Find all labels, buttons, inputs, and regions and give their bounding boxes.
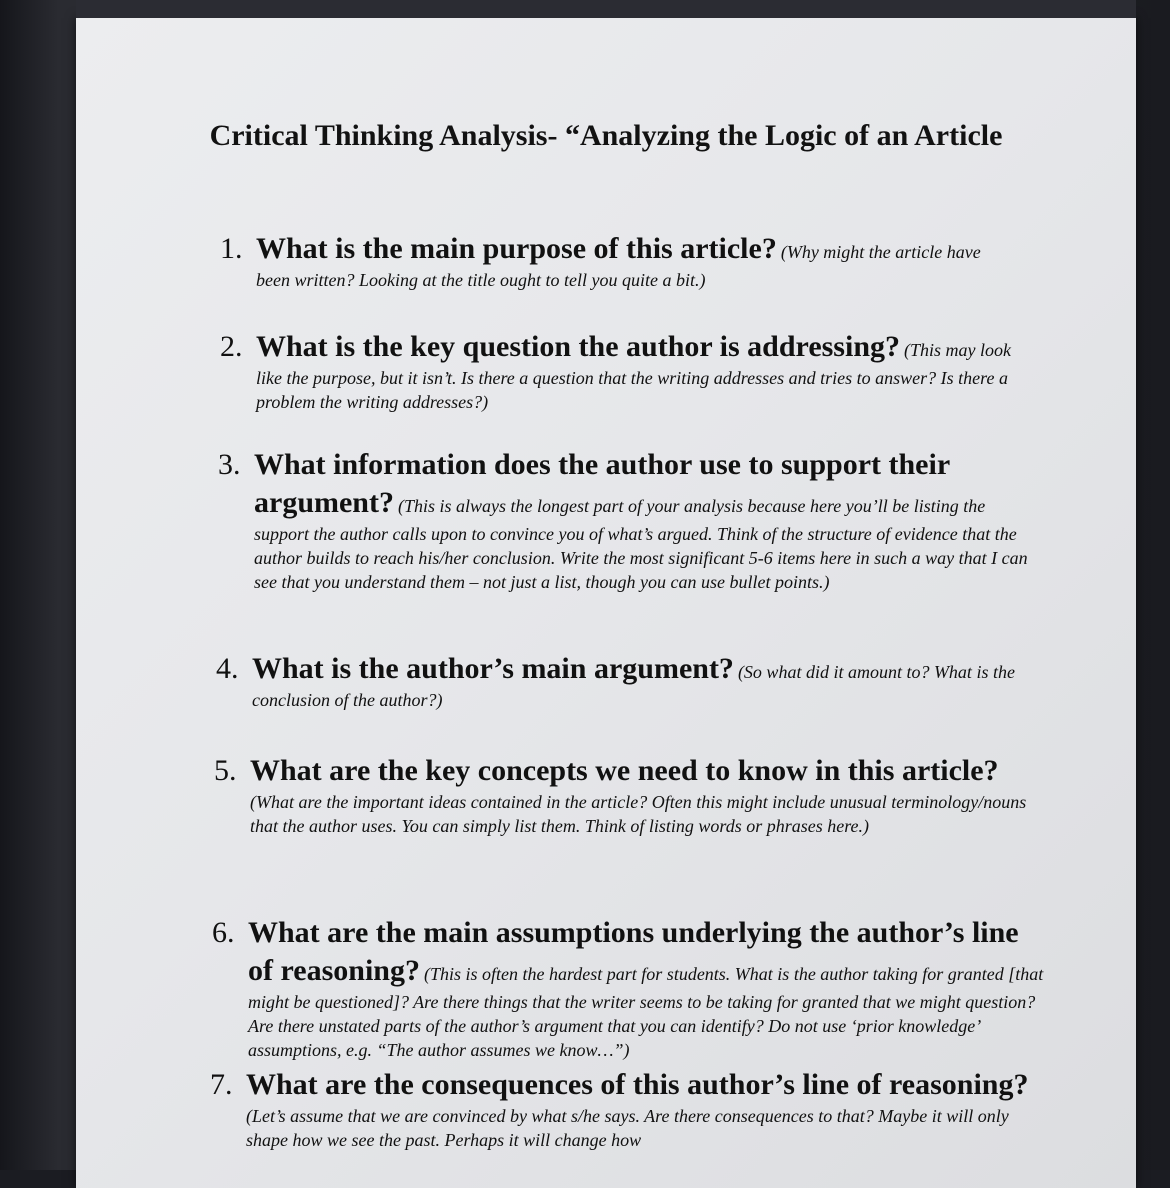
- question-note: (What are the important ideas contained in the article? Often this might include unusual terminology/nouns that the author uses. You can simply list them. Think of listing words or phrases here.): [250, 792, 1027, 836]
- question-6: [212, 914, 1048, 1062]
- question-note: (Why might the article have been written? Looking at the title ought to tell you quite a bit.): [256, 242, 981, 290]
- question-3: [218, 446, 1039, 594]
- question-heading: What is the main purpose of this article?: [256, 232, 777, 265]
- question-number: 3.: [218, 448, 241, 481]
- question-note: (This is always the longest part of your analysis because here you’ll be listing the support the author calls upon to convince you of what’s argued. Think of the structure of evidence that the author builds to reach his/her conclusion. Write the most significant 5-6 items here in such a way that I can see that you understand them – not just a list, though you can use bullet points.): [254, 496, 1028, 592]
- question-2: [220, 328, 1016, 414]
- question-heading: What information does the author use to support their argument?: [254, 448, 950, 519]
- question-5: [214, 752, 1040, 838]
- question-heading: What are the consequences of this author’s line of reasoning?: [246, 1068, 1029, 1101]
- question-number: 6.: [212, 916, 235, 949]
- question-note: (This is often the hardest part for students. What is the author taking for granted [that might be questioned]? Are there things that the writer seems to be taking for granted that we might question? Are there unstated parts of the author’s argument that you can identify? Do not use ‘prior knowledge’ assumptions, e.g. “The author assumes we know…”): [248, 964, 1044, 1060]
- question-heading: What are the key concepts we need to know in this article?: [250, 754, 999, 787]
- question-note: (Let’s assume that we are convinced by what s/he says. Are there consequences to that? Maybe it will only shape how we see the past. Perhaps it will change how: [246, 1106, 1009, 1150]
- question-heading: What are the main assumptions underlying the author’s line of reasoning?: [248, 916, 1019, 987]
- question-number: 4.: [216, 652, 239, 685]
- question-4: [216, 650, 1032, 712]
- question-heading: What is the author’s main argument?: [252, 652, 734, 685]
- document-title: Critical Thinking Analysis- “Analyzing the Logic of an Article: [209, 119, 1003, 152]
- question-7: [210, 1066, 1046, 1152]
- paper-page: [76, 18, 1136, 1188]
- question-note: (So what did it amount to? What is the conclusion of the author?): [252, 662, 1015, 710]
- question-note: (This may look like the purpose, but it isn’t. Is there a question that the writing addresses and tries to answer? Is there a problem the writing addresses?): [256, 340, 1012, 412]
- question-number: 5.: [214, 754, 237, 787]
- question-number: 2.: [220, 330, 243, 363]
- question-heading: What is the key question the author is addressing?: [256, 330, 901, 363]
- question-1: [220, 230, 1016, 292]
- question-number: 7.: [210, 1068, 233, 1101]
- question-number: 1.: [220, 232, 243, 265]
